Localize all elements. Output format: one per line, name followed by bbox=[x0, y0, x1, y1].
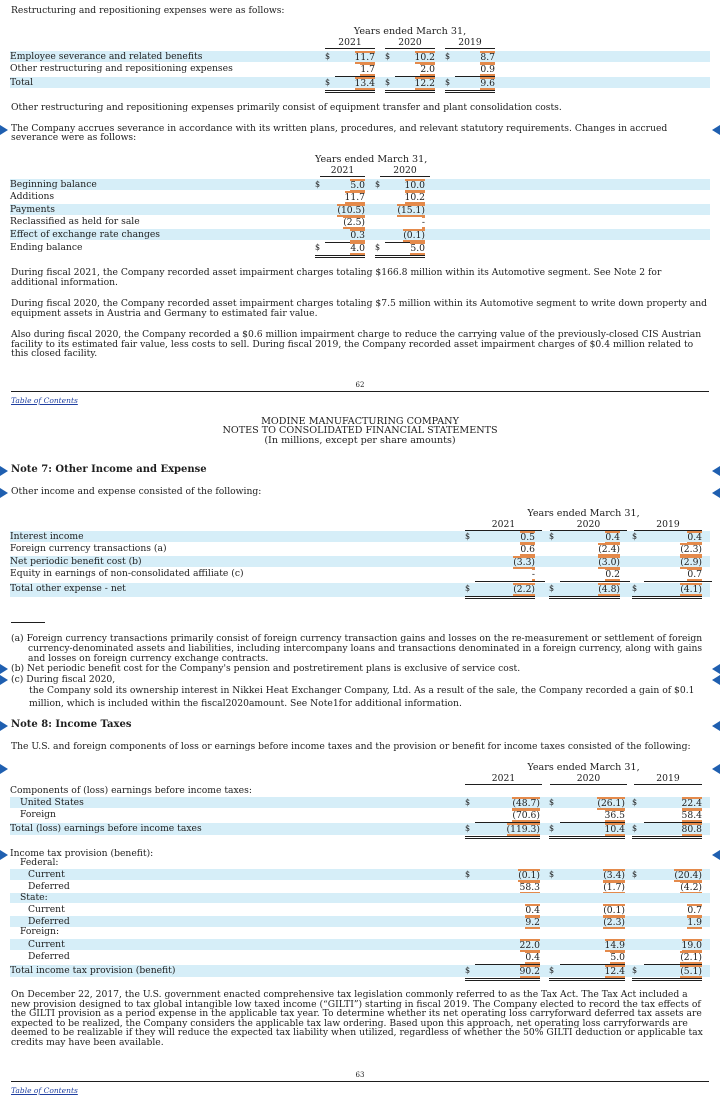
table-row: Additions 11.7 10.2 bbox=[10, 191, 425, 203]
note8-heading: Note 8: Income Taxes bbox=[11, 719, 132, 730]
bookmark-arrow-icon[interactable] bbox=[0, 764, 8, 774]
table-row: Equity in earnings of non-consolidated affiliate (c) - 0.2 0.7 bbox=[10, 568, 710, 579]
table-row-total: Total $ 13.4 $ 12.2 $ 9.6 bbox=[10, 77, 710, 88]
table-row: Employee severance and related benefits $ 11.7 $ 10.2 $ 8.7 bbox=[10, 51, 710, 62]
table-row: Beginning balance $ 5.0 $ 10.0 bbox=[10, 179, 710, 190]
bookmark-arrow-icon[interactable] bbox=[712, 488, 720, 498]
t4-year: 2019 bbox=[634, 774, 702, 785]
company-name: MODINE MANUFACTURING COMPANY bbox=[261, 416, 459, 427]
table-of-contents-link[interactable]: Table of Contents bbox=[11, 396, 78, 405]
table-row-total: Total (loss) earnings before income taxes $ (119.3) $ 10.4 $ 80.8 bbox=[10, 823, 710, 835]
t4-year: 2021 bbox=[465, 774, 542, 785]
bookmark-arrow-icon[interactable] bbox=[0, 125, 8, 135]
table-row-total: Total income tax provision (benefit) $ 90.2 $ 12.4 $ (5.1) bbox=[10, 965, 710, 977]
impairment-cis: Also during fiscal 2020, the Company recorded a $0.6 million impairment charge to reduce the carrying value of the previously-closed CIS Austrian facility to its estimated fair value, less costs to sell. During fiscal 2019, the Company recorded asset impairment charges of $0.4 million related to this closed facility. bbox=[11, 329, 702, 359]
bookmark-arrow-icon[interactable] bbox=[712, 764, 720, 774]
bookmark-arrow-icon[interactable] bbox=[712, 850, 720, 860]
table-section-label: Foreign: bbox=[20, 926, 60, 937]
table-row: Foreign currency transactions (a) 0.6 (2.4) (2.3) bbox=[10, 543, 702, 555]
footnote-c-line2: the Company sold its ownership interest in Nikkei Heat Exchanger Company, Ltd. As a result of the sale, the Company recorded a gain of $0.1 bbox=[29, 685, 695, 696]
table-row: Current $ (0.1) $ (3.4) $ (20.4) bbox=[10, 869, 710, 880]
table-of-contents-link[interactable]: Table of Contents bbox=[11, 1086, 78, 1095]
table-section-label: Components of (loss) earnings before income taxes: bbox=[10, 785, 252, 796]
bookmark-arrow-icon[interactable] bbox=[712, 466, 720, 476]
page-divider bbox=[11, 391, 709, 392]
bookmark-arrow-icon[interactable] bbox=[712, 125, 720, 135]
table-row: Net periodic benefit cost (b) (3.3) (3.0) (2.9) bbox=[10, 556, 710, 567]
table-row: Interest income $ 0.5 $ 0.4 $ 0.4 bbox=[10, 531, 710, 542]
note7-heading: Note 7: Other Income and Expense bbox=[11, 464, 207, 475]
bookmark-arrow-icon[interactable] bbox=[0, 721, 8, 731]
bookmark-arrow-icon[interactable] bbox=[0, 466, 8, 476]
t1-header: Years ended March 31, bbox=[353, 26, 467, 37]
table-row: Foreign (70.6) 36.5 58.4 bbox=[20, 809, 702, 821]
table-row: Other restructuring and repositioning expenses 1.7 2.0 0.9 bbox=[10, 63, 495, 75]
bookmark-arrow-icon[interactable] bbox=[712, 675, 720, 685]
bookmark-arrow-icon[interactable] bbox=[0, 488, 8, 498]
footnote-c-line3: million, which is included within the fiscal2020amount. See Note1for additional information. bbox=[29, 698, 462, 709]
t2-year: 2020 bbox=[380, 166, 430, 177]
t4-header: Years ended March 31, bbox=[527, 762, 640, 773]
footnote-a: (a) Foreign currency transactions primarily consist of foreign currency transaction gains and losses on the re-measurement or settlement of foreign currency-denominated assets and liabilities, including intercompany loans and transactions denominated in a foreign currency, along with gains and losses on foreign currency exchange contracts. bbox=[11, 633, 703, 664]
t1-year: 2020 bbox=[385, 38, 435, 49]
bookmark-arrow-icon[interactable] bbox=[0, 675, 8, 685]
bookmark-arrow-icon[interactable] bbox=[0, 664, 8, 674]
impairment-2020: During fiscal 2020, the Company recorded asset impairment charges totaling $7.5 million within its Automotive segment to write down property and equipment assets in Austria and Germany to estimated fair value. bbox=[11, 298, 708, 319]
table-row: Reclassified as held for sale (2.5) - bbox=[10, 216, 425, 228]
t3-header: Years ended March 31, bbox=[527, 508, 640, 519]
table-row-total: Ending balance $ 4.0 $ 5.0 bbox=[10, 242, 710, 253]
table-row: United States $ (48.7) $ (26.1) $ 22.4 bbox=[10, 797, 710, 808]
table-row-total: Total other expense - net $ (2.2) $ (4.8) $ (4.1) bbox=[10, 583, 710, 597]
table-section-label: Income tax provision (benefit): bbox=[10, 848, 154, 859]
t3-year: 2019 bbox=[634, 520, 702, 531]
footnote-rule bbox=[11, 622, 45, 623]
notes-title: NOTES TO CONSOLIDATED FINANCIAL STATEMENTS bbox=[222, 425, 498, 436]
page-number: 62 bbox=[355, 381, 365, 389]
impairment-2021: During fiscal 2021, the Company recorded asset impairment charges totaling $166.8 million within its Automotive segment. See Note 2 for additional information. bbox=[11, 267, 662, 288]
units-note: (In millions, except per share amounts) bbox=[264, 435, 456, 446]
table-row: Payments (10.5) (15.1) bbox=[10, 204, 710, 215]
table-section-label: State: bbox=[10, 893, 710, 903]
t3-year: 2021 bbox=[465, 520, 542, 531]
page-number: 63 bbox=[355, 1071, 365, 1079]
t2-year: 2021 bbox=[320, 166, 365, 177]
bookmark-arrow-icon[interactable] bbox=[712, 721, 720, 731]
t2-header: Years ended March 31, bbox=[315, 154, 428, 165]
t1-year: 2019 bbox=[445, 38, 495, 49]
table-section-label: Federal: bbox=[20, 857, 59, 868]
table-row: Deferred 58.3 (1.7) (4.2) bbox=[28, 881, 702, 893]
table-row: Deferred 0.4 5.0 (2.1) bbox=[28, 951, 702, 963]
t3-year: 2020 bbox=[550, 520, 627, 531]
note7-intro: Other income and expense consisted of the following: bbox=[11, 486, 262, 497]
tax-act-paragraph: On December 22, 2017, the U.S. government enacted comprehensive tax legislation commonly referred to as the Tax Act. The Tax Act included a new provision designed to tax global intangible low taxed income (“GILTI”) starting in fiscal 2019. The Company elected to record the tax effects of the GILTI provision as a period expense in the applicable tax year. To determine whether its net operating loss carryforward deferred tax assets are expected to be realized, the Company considers the applicable tax law ordering. Based upon this approach, net operating loss carryforwards are deemed to be realizable if they will reduce the expected tax liability when utilized, regardless of whether the 50% GILTI deduction or applicable tax credits may have been available. bbox=[11, 989, 703, 1048]
t4-year: 2020 bbox=[550, 774, 627, 785]
note8-intro: The U.S. and foreign components of loss or earnings before income taxes and the provision or benefit for income taxes consisted of the following: bbox=[11, 741, 691, 752]
bookmark-arrow-icon[interactable] bbox=[712, 664, 720, 674]
table-row: Current 22.0 14.9 19.0 bbox=[10, 939, 710, 950]
t1-year: 2021 bbox=[325, 38, 375, 49]
bookmark-arrow-icon[interactable] bbox=[0, 850, 8, 860]
intro-restructuring: Restructuring and repositioning expenses were as follows: bbox=[11, 5, 285, 16]
footnote-b: (b) Net periodic benefit cost for the Company's pension and postretirement plans is exclusive of service cost. bbox=[11, 663, 521, 674]
severance-intro: The Company accrues severance in accordance with its written plans, procedures, and relevant statutory requirements. Changes in accrued severance were as follows: bbox=[11, 123, 668, 143]
table-row: Effect of exchange rate changes 0.3 (0.1) bbox=[10, 229, 710, 240]
page-divider bbox=[11, 1081, 709, 1082]
table-row: Deferred 9.2 (2.3) 1.9 bbox=[10, 916, 710, 927]
footnote-c: (c) During fiscal 2020, bbox=[11, 674, 116, 685]
table-row: Current 0.4 (0.1) 0.7 bbox=[28, 904, 702, 916]
restructuring-note: Other restructuring and repositioning expenses primarily consist of equipment transfer and plant consolidation costs. bbox=[11, 102, 562, 113]
